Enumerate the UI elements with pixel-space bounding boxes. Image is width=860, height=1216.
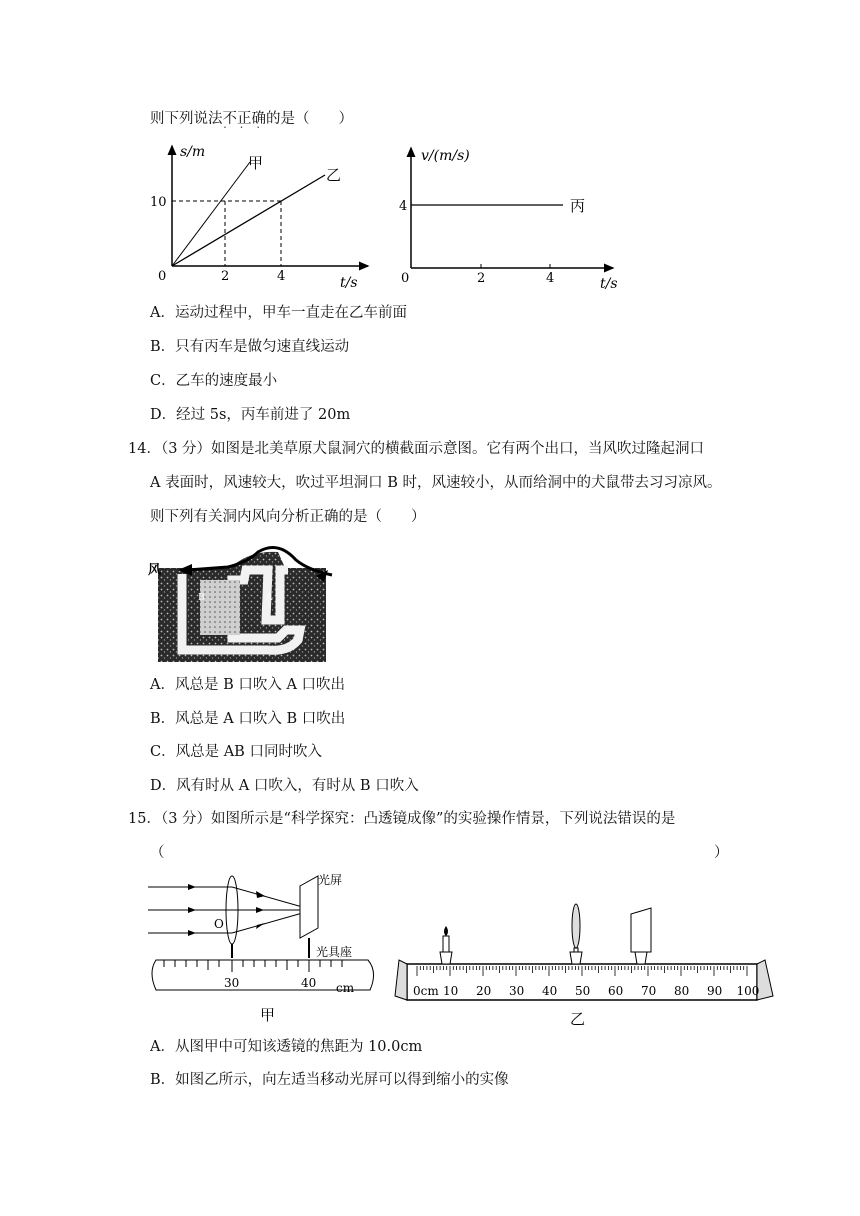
burrow-inner-fill (200, 580, 240, 635)
bench-label: 90 (707, 984, 723, 998)
q13-stem-suffix: 的是（ ） (266, 111, 353, 127)
q15-option-a: A．从图甲中可知该透镜的焦距为 10.0cm (150, 1039, 423, 1055)
q14-option-a: A．风总是 B 口吹入 A 口吹出 (150, 677, 346, 693)
st-line-label-yi: 乙 (326, 166, 342, 184)
figure-jia (148, 872, 388, 1022)
candle-base (440, 952, 452, 964)
ruler-jia-tick-40: 40 (301, 976, 317, 990)
vt-origin: 0 (401, 271, 410, 286)
figure-jia-caption: 甲 (260, 1006, 276, 1024)
st-y-tick-10: 10 (150, 195, 167, 210)
q15-stem-line1: 15．（3 分）如图所示是“科学探究：凸透镜成像”的实验操作情景，下列说法错误的是 (128, 811, 676, 827)
ray-arrows (188, 884, 196, 936)
lens-center-label: O (214, 917, 224, 931)
bench-label: 50 (575, 984, 591, 998)
ruler-jia-tick-30: 30 (224, 976, 240, 990)
vt-x-tick-2: 2 (477, 271, 486, 286)
ruler-jia-unit: cm (336, 981, 355, 995)
st-graph (150, 140, 380, 290)
q14-stem-line2: A 表面时，风速较大，吹过平坦洞口 B 时，风速较小，从而给洞中的犬鼠带去习习凉风。 (150, 475, 722, 491)
q14-stem-line1: 14．（3 分）如图是北美草原犬鼠洞穴的横截面示意图。它有两个出口，当风吹过隆起洞口 (128, 441, 705, 457)
convex-lens-yi (572, 904, 580, 948)
figure-yi (395, 868, 785, 1028)
q15-paren-open: （ (150, 845, 165, 861)
st-line-label-jia: 甲 (248, 154, 264, 172)
q15-paren-close: ） (714, 845, 729, 861)
bench-label: 70 (641, 984, 657, 998)
st-x-axis-label: t/s (340, 275, 358, 291)
st-series-jia (172, 162, 250, 266)
wind-label: 风 (148, 563, 162, 578)
figure-yi-caption: 乙 (570, 1010, 586, 1028)
q14-option-c: C．风总是 AB 口同时吹入 (150, 744, 322, 760)
screen-label: 光屏 (318, 873, 343, 887)
vt-y-axis-label: v/(m/s) (421, 148, 470, 164)
vt-y-tick-4: 4 (399, 199, 408, 214)
bench-label: 40 (542, 984, 558, 998)
lens-base-yi (570, 948, 582, 964)
st-series-yi (172, 175, 325, 266)
q13-option-d: D．经过 5s，丙车前进了 20m (150, 407, 351, 423)
q13-option-b: B．只有丙车是做匀速直线运动 (150, 339, 350, 355)
q13-stem (150, 112, 353, 127)
burrow-label-b: B (198, 593, 205, 603)
vt-x-tick-4: 4 (546, 271, 555, 286)
bench-label: 60 (608, 984, 624, 998)
q14-stem-line3: 则下列有关洞内风向分析正确的是（ ） (150, 509, 426, 525)
bench-label: 80 (674, 984, 690, 998)
q13-option-a: A．运动过程中，甲车一直走在乙车前面 (150, 305, 407, 321)
st-origin: 0 (158, 269, 167, 284)
st-x-tick-2: 2 (221, 269, 230, 284)
bench-label: 20 (476, 984, 492, 998)
q14-option-b: B．风总是 A 口吹入 B 口吹出 (150, 711, 346, 727)
vt-graph (395, 140, 625, 290)
q13-option-c: C．乙车的速度最小 (150, 373, 278, 389)
burrow-figure (148, 540, 348, 665)
candle-flame (444, 926, 448, 936)
bench-label: 100 (736, 984, 760, 998)
st-y-axis-label: s/m (180, 144, 206, 160)
burrow-label-a: A (266, 593, 273, 603)
q13-stem-emphasis: 不正确 • • • (223, 111, 267, 127)
screen-base-yi (635, 952, 647, 964)
vt-line-label-bing: 丙 (570, 197, 586, 215)
bench-leg-left (395, 960, 407, 1000)
light-screen-jia (300, 876, 318, 938)
bench-label: 10 (443, 984, 459, 998)
light-screen-yi (631, 908, 651, 952)
bench-label: 0cm (413, 984, 439, 998)
holder-label: 光具座 (316, 945, 353, 959)
vt-x-axis-label: t/s (600, 276, 618, 292)
st-x-tick-4: 4 (277, 269, 286, 284)
candle (443, 936, 449, 952)
q14-option-d: D．风有时从 A 口吹入，有时从 B 口吹入 (150, 778, 419, 794)
bench-label: 30 (509, 984, 525, 998)
q13-stem-prefix: 则下列说法 (150, 111, 223, 127)
ray-refracted-arrows (256, 891, 265, 929)
q15-option-b: B．如图乙所示，向左适当移动光屏可以得到缩小的实像 (150, 1072, 509, 1088)
